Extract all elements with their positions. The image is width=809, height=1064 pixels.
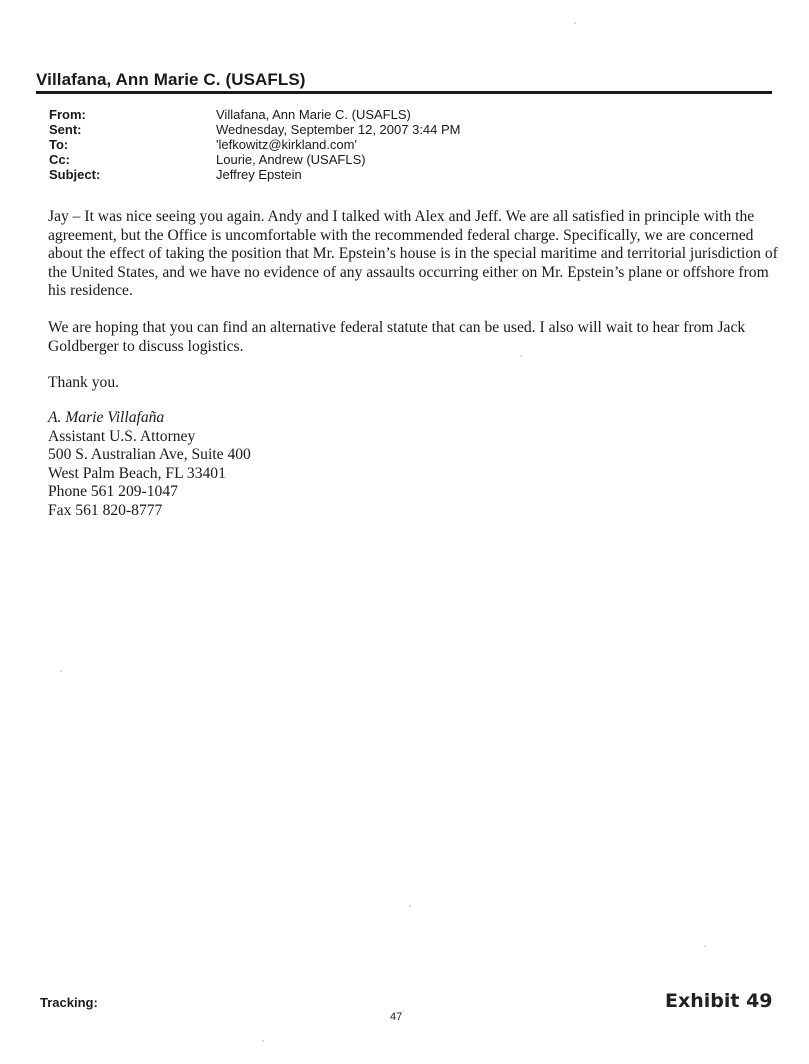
signature-phone: Phone 561 209-1047 bbox=[48, 483, 178, 501]
from-label: From: bbox=[49, 107, 86, 122]
cc-label: Cc: bbox=[49, 152, 70, 167]
scan-speck bbox=[520, 355, 522, 357]
sender-heading: Villafana, Ann Marie C. (USAFLS) bbox=[36, 70, 306, 89]
signature-fax: Fax 561 820-8777 bbox=[48, 501, 163, 519]
sent-value: Wednesday, September 12, 2007 3:44 PM bbox=[216, 122, 461, 137]
signature-block bbox=[48, 409, 251, 521]
scan-speck bbox=[574, 22, 576, 24]
signature-address-line2: West Palm Beach, FL 33401 bbox=[48, 464, 226, 482]
subject-value: Jeffrey Epstein bbox=[216, 167, 302, 182]
page-number: 47 bbox=[390, 1011, 403, 1023]
body-paragraph-2: We are hoping that you can find an alternative federal statute that can be used. I also will wait to hear from Jack Goldberger to discuss logistics. bbox=[48, 318, 746, 355]
to-value: 'lefkowitz@kirkland.com' bbox=[216, 137, 357, 152]
header-row-sent bbox=[49, 122, 461, 137]
to-label: To: bbox=[49, 137, 69, 152]
header-row-cc bbox=[49, 152, 461, 167]
email-header-fields bbox=[49, 107, 461, 182]
header-row-to bbox=[49, 137, 461, 152]
header-row-from bbox=[49, 107, 461, 122]
body-paragraph-1: Jay – It was nice seeing you again. Andy and I talked with Alex and Jeff. We are all satisfied in principle with the agreement, but the Office is uncomfortable with the recommended federal charge. Specifically, we are concerned about the effect of taking the position that Mr. Epstein’s house is in the special maritime and territorial jurisdiction of the United States, and we have no evidence of any assaults occurring either on Mr. Epstein’s plane or offshore from his residence. bbox=[48, 208, 778, 300]
scan-speck bbox=[409, 905, 411, 907]
signature-title: Assistant U.S. Attorney bbox=[48, 427, 196, 445]
email-body bbox=[48, 208, 778, 411]
tracking-label: Tracking: bbox=[40, 995, 98, 1010]
header-row-subject bbox=[49, 167, 461, 182]
scan-speck bbox=[262, 1040, 264, 1042]
cc-value: Lourie, Andrew (USAFLS) bbox=[216, 152, 366, 167]
exhibit-stamp: Exhibit 49 bbox=[665, 990, 773, 1012]
body-paragraph-3: Thank you. bbox=[48, 374, 120, 392]
scan-speck bbox=[704, 945, 706, 947]
signature-address-line1: 500 S. Australian Ave, Suite 400 bbox=[48, 446, 251, 464]
from-value: Villafana, Ann Marie C. (USAFLS) bbox=[216, 107, 411, 122]
scan-speck bbox=[60, 670, 62, 672]
signature-name: A. Marie Villafaña bbox=[48, 409, 165, 426]
sent-label: Sent: bbox=[49, 122, 82, 137]
subject-label: Subject: bbox=[49, 167, 101, 182]
heading-divider bbox=[36, 91, 772, 94]
